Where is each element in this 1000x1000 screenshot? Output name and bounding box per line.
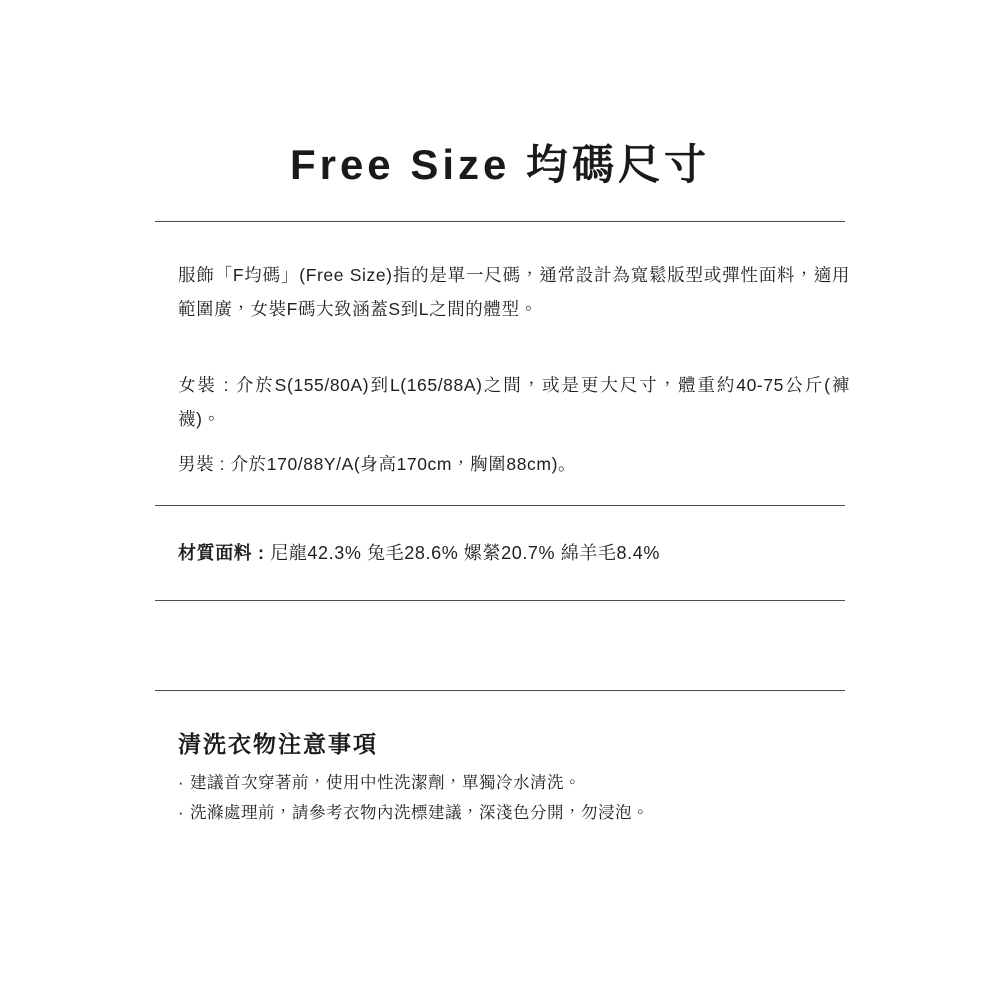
divider-care-top: [155, 690, 845, 691]
divider-material-bottom: [155, 600, 845, 601]
free-size-description: 服飾「F均碼」(Free Size)指的是單一尺碼，通常設計為寬鬆版型或彈性面料，適用範圍廣，女裝F碼大致涵蓋S到L之間的體型。: [178, 265, 850, 319]
mens-size-spec: 男裝 : 介於170/88Y/A(身高170cm，胸圍88cm)。: [178, 454, 577, 474]
material-value: 尼龍42.3% 兔毛28.6% 嫘縈20.7% 綿羊毛8.4%: [270, 543, 660, 563]
womens-size-spec: 女裝 : 介於S(155/80A)到L(165/88A)之間，或是更大尺寸，體重約40-75公斤(褲襪)。: [178, 375, 850, 429]
page-title: Free Size 均碼尺寸: [289, 141, 711, 188]
care-instructions-heading: 清洗衣物注意事項: [178, 731, 378, 757]
divider-material-top: [155, 505, 845, 506]
material-composition: [178, 538, 878, 568]
care-instructions-list: [178, 768, 878, 828]
divider-top: [155, 221, 845, 222]
list-item: · 洗滌處理前，請參考衣物內洗標建議，深淺色分開，勿浸泡。: [178, 798, 878, 828]
list-item: · 建議首次穿著前，使用中性洗潔劑，單獨冷水清洗。: [178, 768, 878, 798]
material-label: 材質面料 :: [178, 543, 265, 563]
